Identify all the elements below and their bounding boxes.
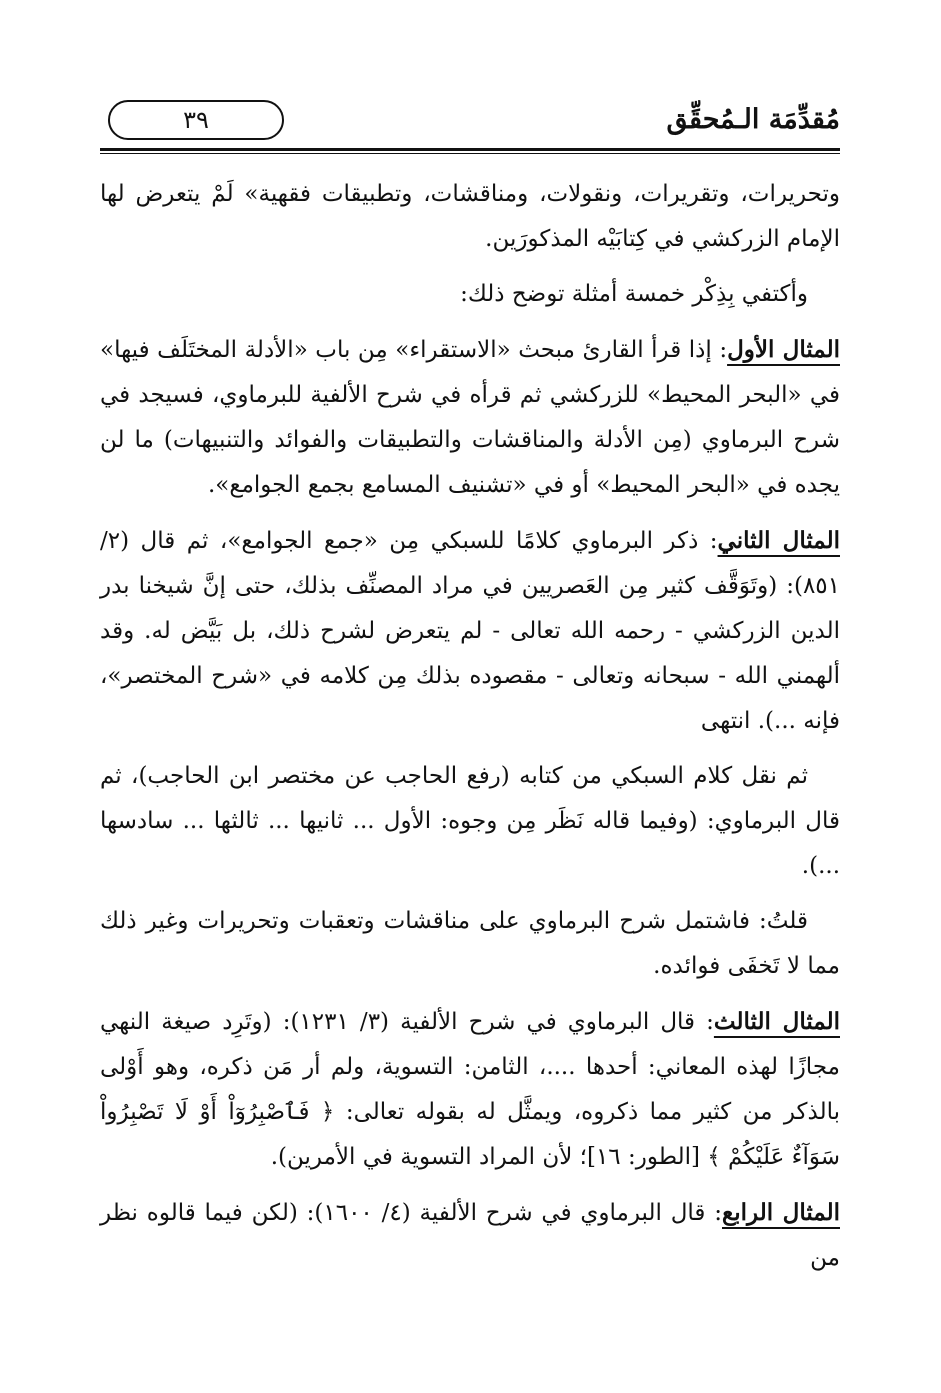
paragraph-continuation: وتحريرات، وتقريرات، ونقولات، ومناقشات، وتطبيقات فقهية» لَمْ يتعرض لها الإمام الزركشي في كِتابَيْه المذكورَين. — [100, 181, 840, 252]
example-4 — [100, 1190, 840, 1281]
example-2-text: : ذكر البرماوي كلامًا للسبكي مِن «جمع الجوامع»، ثم قال (٢/ ٨٥١): (وتَوَقَّف كثير مِن العَصريين في مراد المصنِّف بذلك، حتى إنَّ شيخنا بدر الدين الزركشي - رحمه الله تعالى - لم يتعرض لشرح ذلك، بل بَيَّض له. وقد ألهمني الله - سبحانه وتعالى - مقصوده بذلك مِن كلامه في «شرح المختصر»، فإنه ...). انتهى — [100, 528, 840, 734]
paragraph-intro: وأكتفي بِذِكْر خمسة أمثلة توضح ذلك: — [460, 281, 808, 307]
header-rule — [100, 148, 840, 154]
example-2-label: المثال الثاني — [717, 527, 840, 554]
example-2 — [100, 518, 840, 744]
example-1-text: : إذا قرأ القارئ مبحث «الاستقراء» مِن باب «الأدلة المختَلَف فيها» في «البحر المحيط» للزركشي ثم قرأه في شرح الألفية للبرماوي، فسيجد في شرح البرماوي (مِن الأدلة والمناقشات والتطبيقات والفوائد والتنبيهات) ما لن يجده في «البحر المحيط» أو في «تشنيف المسامع بجمع الجوامع». — [100, 337, 840, 498]
example-1-label: المثال الأول — [727, 336, 840, 363]
example-3 — [100, 999, 840, 1180]
example-1 — [100, 327, 840, 508]
page-number-badge: ٣٩ — [108, 100, 284, 140]
body-text — [100, 172, 840, 1291]
paragraph-note: قلتُ: فاشتمل شرح البرماوي على مناقشات وتعقبات وتحريرات وغير ذلك مما لا تَخفَى فوائده. — [100, 908, 840, 979]
running-header — [100, 98, 840, 148]
paragraph-quote: ثم نقل كلام السبكي من كتابه (رفع الحاجب عن مختصر ابن الحاجب)، ثم قال البرماوي: (وفيما قاله نَظَر مِن وجوه: الأول ... ثانيها ... ثالثها ... سادسها ...). — [100, 763, 840, 879]
example-3-text: : قال البرماوي في شرح الألفية (٣/ ١٢٣١): (وتَرِد صيغة النهي مجازًا لهذه المعاني: أحدها ....، الثامن: التسوية، ولم أر مَن ذكره، وهو أَوْلى بالذكر من كثير مما ذكروه، ويمثَّل له بقوله تعالى: ﴿ فَٱصْبِرُوٓاْ أَوْ لَا تَصْبِرُواْ سَوَآءٌ عَلَيْكُمْ ﴾ [الطور: ١٦]؛ لأن المراد التسوية في الأمرين). — [100, 1009, 840, 1170]
example-4-text: : قال البرماوي في شرح الألفية (٤/ ١٦٠٠): (لكن فيما قالوه نظر من — [100, 1200, 840, 1271]
running-title: مُقدِّمَة الـمُحقِّق — [666, 104, 840, 135]
example-4-label: المثال الرابع — [722, 1199, 840, 1226]
example-3-label: المثال الثالث — [713, 1008, 840, 1035]
